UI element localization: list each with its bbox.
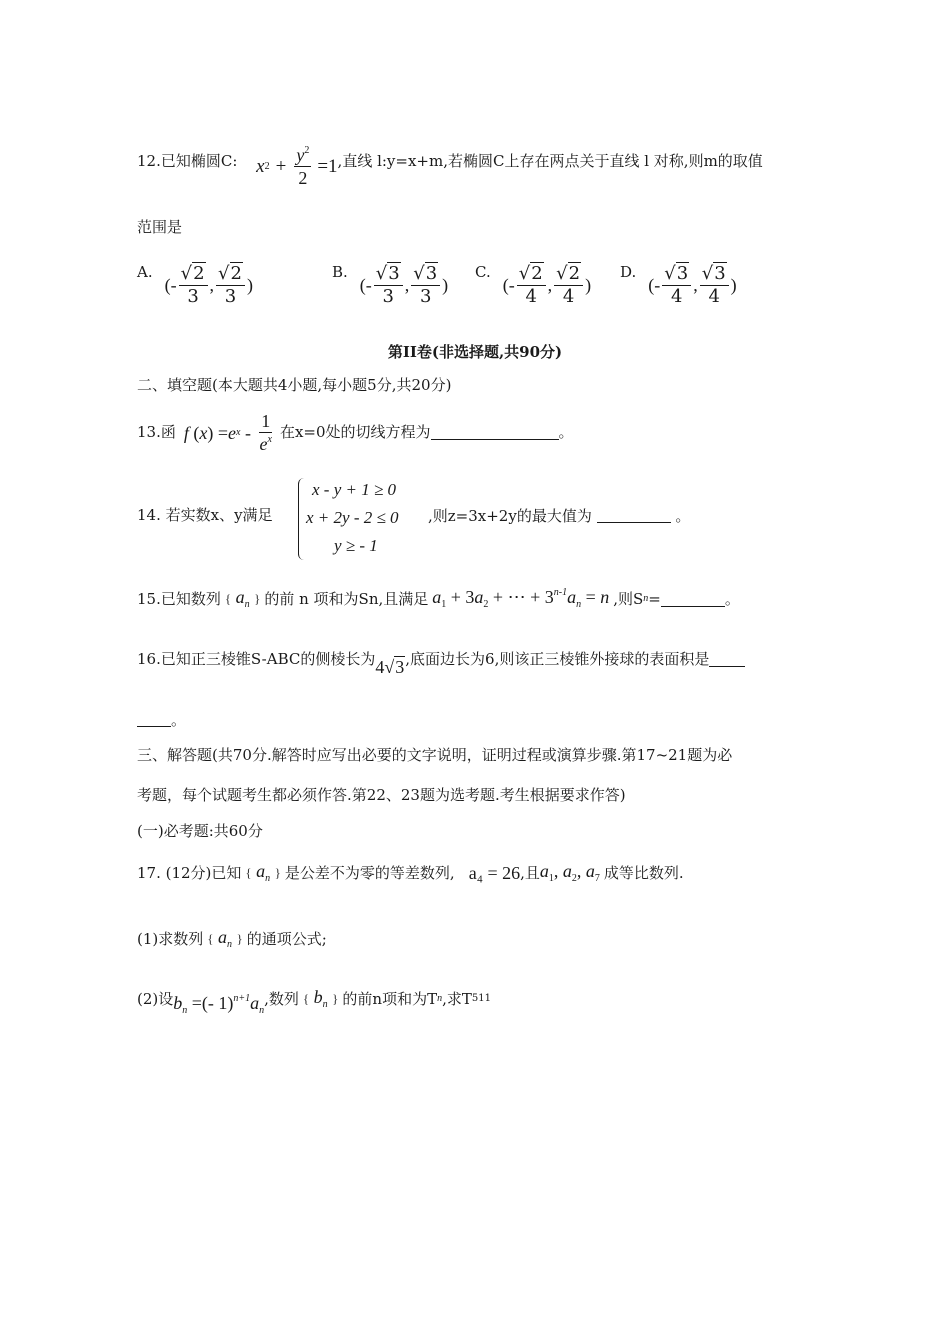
q15-sequence-an: { $a_n$ } [224,587,261,610]
option-a[interactable]: A. (- $\frac{√2}{3}$ , $\frac{√2}{3}$ ) [137,262,253,307]
q17-part1: (1)求数列 { $a_n$ } 的通项公式; [137,927,327,950]
option-a-label: A. [137,262,153,281]
q14-tail: ,则z=3x+2y的最大值为 。 [428,507,691,525]
q16-answer-blank-cont[interactable] [137,712,171,727]
option-b[interactable]: B. (- $\frac{√3}{3}$ , $\frac{√3}{3}$ ) [332,262,449,307]
option-d-label: D. [620,262,637,281]
q15-line: 15.已知数列 { $a_n$ } 的前 n 项和为Sn,且满足 $a_1 + 3a_2$ + ⋯ + $3^{n-1}a_n = n$ ,则S n = 。 [137,587,740,610]
q14-prefix: 14. 若实数x、y满足 [137,506,273,524]
q17-sequence-an: { $a_n$ } [245,861,281,884]
q13-line: 13.函 f ( x ) = e x - $\frac{1}{e^x}$ 在x=0处的切线方程为 。 [137,411,574,454]
option-c-label: C. [475,262,491,281]
q16-line [137,649,745,677]
q15-suffix: ,则S [613,589,644,608]
q17-condition: a₄ = 26 [468,863,521,883]
option-d[interactable]: D. (- $\frac{√3}{4}$ , $\frac{√3}{4}$ ) [620,262,737,307]
q13-answer-blank[interactable] [431,425,559,440]
q17-terms: $a_1$, $a_2$, $a_7$ [539,861,600,884]
part2-title: 第II卷(非选择题,共90分) [387,343,563,361]
q15-prefix: 15.已知数列 [137,589,221,608]
section3-line2: 考题，每个试题考生都必须作答.第22、23题为选考题.考生根据要求作答) [137,786,626,804]
q17-prefix: 17. (12分)已知 [137,863,242,882]
q13-prefix: 13.函 [137,423,176,441]
option-c[interactable]: C. (- $\frac{√2}{4}$ , $\frac{√2}{4}$ ) [475,262,592,307]
q14-suffix: ,则z=3x+2y的最大值为 [428,507,592,525]
q14-answer-blank[interactable] [597,508,671,523]
q12-line2: 范围是 [137,218,183,236]
q17-suffix: 成等比数列. [603,863,684,882]
q15-answer-blank[interactable] [661,592,725,607]
q14-constraint-system [298,478,428,560]
q16-line2: 。 [137,712,186,728]
q14-row-3: y ≥ - 1 [334,536,378,555]
q12-line1 [137,140,763,188]
q16-suffix: ,底面边长为6,则该正三棱锥外接球的表面积是 [405,649,710,668]
ellipse-equation: x 2 + $\frac{y^2}{2}$ =1 [256,145,338,188]
q14-row-2: x + 2y - 2 ≤ 0 [306,508,399,527]
q15-condition: $a_1 + 3a_2$ + ⋯ + $3^{n-1}a_n = n$ [432,587,610,610]
option-b-label: B. [332,262,348,281]
q16-answer-blank[interactable] [709,652,745,667]
q16-edge-length: 4√3 [375,657,405,677]
q17-part2: (2)设 $b_n$ =(- $1)^{n+1}a_n$ ,数列 { $b_n$ } 的前n项和为T n ,求T 511 [137,987,491,1016]
section2-heading: 二、填空题(本大题共4小题,每小题5分,共20分) [137,376,452,394]
q15-mid: 的前 n 项和为Sn,且满足 [264,589,429,608]
q12-suffix: ,直线 l:y=x+m,若椭圆C上存在两点关于直线 l 对称,则m的取值 [337,152,763,170]
q12-prefix: 12.已知椭圆C: [137,152,238,170]
q13-suffix: 在x=0处的切线方程为 [279,423,431,441]
q17-mid: 是公差不为零的等差数列, [284,863,455,882]
q16-prefix: 16.已知正三棱锥S-ABC的侧棱长为 [137,649,376,668]
q17-bn-definition: $b_n$ =(- $1)^{n+1}a_n$ [173,993,265,1016]
q17-line: 17. (12分)已知 { $a_n$ } 是公差不为零的等差数列, a₄ = 26 ,且 $a_1$, $a_2$, $a_7$ 成等比数列. [137,861,684,884]
section3-line1: 三、解答题(共70分.解答时应写出必要的文字说明，证明过程或演算步骤.第17~21题为必 [137,746,733,764]
q13-function: f ( x ) = e x - $\frac{1}{e^x}$ [183,411,272,454]
q14-row-1: x - y + 1 ≥ 0 [312,480,397,499]
subsection-required: (一)必考题:共60分 [137,822,263,840]
